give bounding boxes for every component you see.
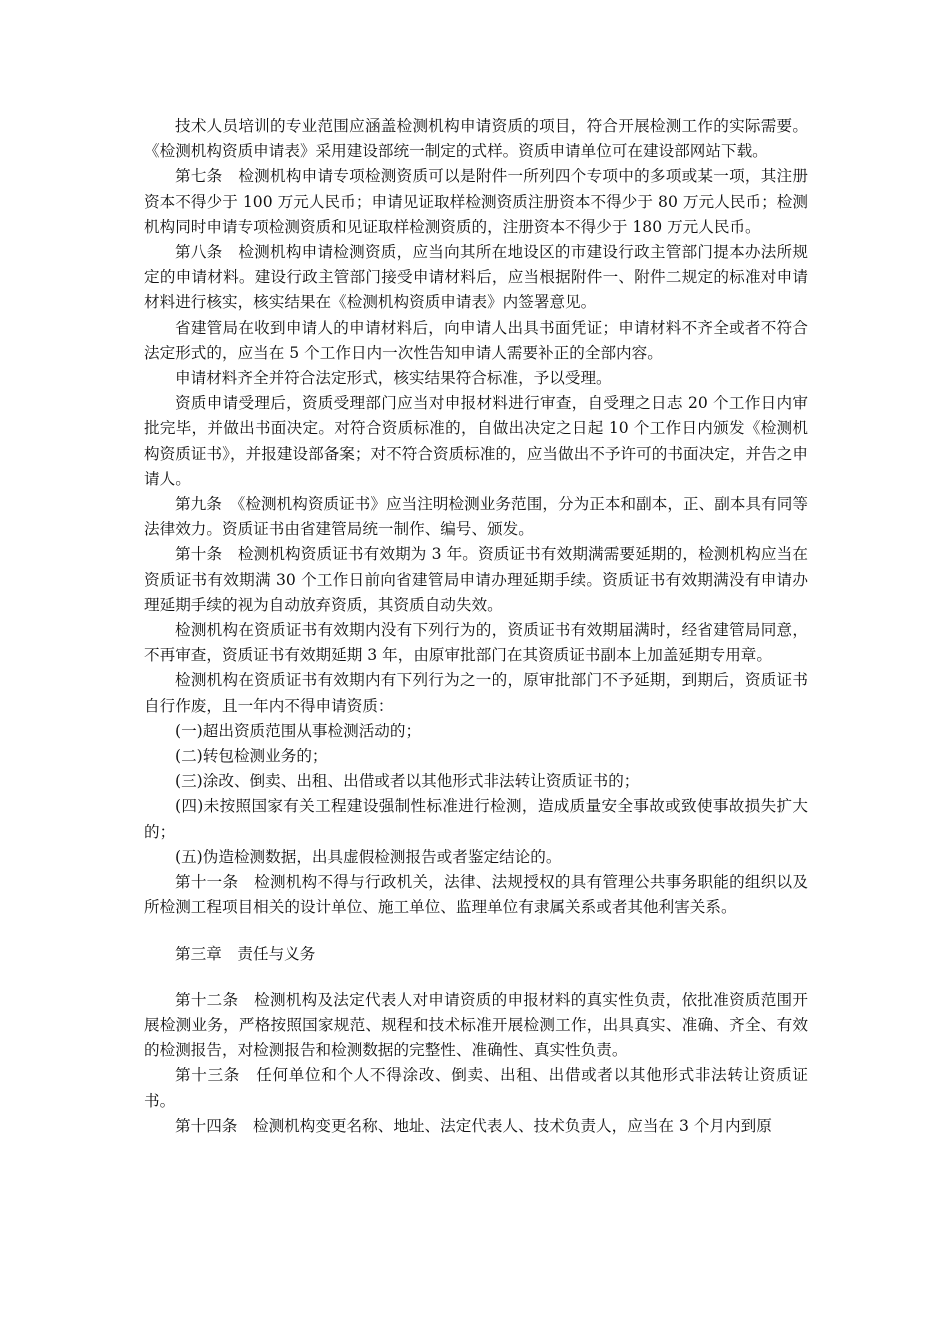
list-item: (二)转包检测业务的； <box>175 747 328 766</box>
paragraph-article-14: 第十四条 检测机构变更名称、地址、法定代表人、技术负责人，应当在 3 个月内到原 <box>175 1116 772 1135</box>
list-item: (五)伪造检测数据，出具虚假检测报告或者鉴定结论的。 <box>175 847 562 866</box>
paragraph-article-13: 第十三条 任何单位和个人不得涂改、倒卖、出租、出借或者以其他形式非法转让资质证书。 <box>144 1066 808 1110</box>
paragraph-article-10: 第十条 检测机构资质证书有效期为 3 年。资质证书有效期满需要延期的，检测机构应当在资质证书有效期满 30 个工作日前向省建管局申请办理延期手续。资质证书有效期满没有申请办理延期手续的视为自动放弃资质，其资质自动失效。 <box>144 545 808 614</box>
paragraph-review-decision: 资质申请受理后，资质受理部门应当对申报材料进行审查，自受理之日志 20 个工作日内审批完毕，并做出书面决定。对符合资质标准的，自做出决定之日起 10 个工作日内颁发《检测机构资质证书》，并报建设部备案；对不符合资质标准的，应当做出不予许可的书面决定，并告之申请人。 <box>144 394 808 488</box>
paragraph-article-7: 第七条 检测机构申请专项检测资质可以是附件一所列四个专项中的多项或某一项，其注册资本不得少于 100 万元人民币；申请见证取样检测资质注册资本不得少于 80 万元人民币；检测机构同时申请专项检测资质和见证取样检测资质的，注册资本不得少于 180 万元人民币。 <box>144 167 808 236</box>
document-page <box>144 114 808 1139</box>
chapter-heading: 第三章 责任与义务 <box>175 944 316 963</box>
paragraph-extension-approval: 检测机构在资质证书有效期内没有下列行为的，资质证书有效期届满时，经省建管局同意，不再审查，资质证书有效期延期 3 年，由原审批部门在其资质证书副本上加盖延期专用章。 <box>144 621 808 665</box>
paragraph-article-11: 第十一条 检测机构不得与行政机关，法律、法规授权的具有管理公共事务职能的组织以及所检测工程项目相关的设计单位、施工单位、监理单位有隶属关系或者其他利害关系。 <box>144 873 808 917</box>
list-item: (三)涂改、倒卖、出租、出借或者以其他形式非法转让资质证书的； <box>175 772 640 791</box>
paragraph-article-8: 第八条 检测机构申请检测资质，应当向其所在地设区的市建设行政主管部门提本办法所规定的申请材料。建设行政主管部门接受申请材料后，应当根据附件一、附件二规定的标准对申请材料进行核实，核实结果在《检测机构资质申请表》内签署意见。 <box>144 243 808 312</box>
paragraph-article-9: 第九条 《检测机构资质证书》应当注明检测业务范围，分为正本和副本，正、副本具有同等法律效力。资质证书由省建管局统一制作、编号、颁发。 <box>144 495 808 539</box>
paragraph-article-12: 第十二条 检测机构及法定代表人对申请资质的申报材料的真实性负责，依批准资质范围开展检测业务，严格按照国家规范、规程和技术标准开展检测工作，出具真实、准确、齐全、有效的检测报告，对检测报告和检测数据的完整性、准确性、真实性负责。 <box>144 990 808 1060</box>
paragraph-receipt-notice: 省建管局在收到申请人的申请材料后，向申请人出具书面凭证；申请材料不齐全或者不符合法定形式的，应当在 5 个工作日内一次性告知申请人需要补正的全部内容。 <box>144 318 808 362</box>
paragraph-extension-refusal: 检测机构在资质证书有效期内有下列行为之一的，原审批部门不予延期，到期后，资质证书自行作废，且一年内不得申请资质： <box>144 671 808 715</box>
paragraph-training-scope: 技术人员培训的专业范围应涵盖检测机构申请资质的项目，符合开展检测工作的实际需要。《检测机构资质申请表》采用建设部统一制定的式样。资质申请单位可在建设部网站下载。 <box>144 117 808 161</box>
list-item: (四)未按照国家有关工程建设强制性标准进行检测，造成质量安全事故或致使事故损失扩大的； <box>144 797 808 841</box>
paragraph-acceptance: 申请材料齐全并符合法定形式，核实结果符合标准，予以受理。 <box>175 369 612 388</box>
list-item: (一)超出资质范围从事检测活动的； <box>175 721 422 740</box>
